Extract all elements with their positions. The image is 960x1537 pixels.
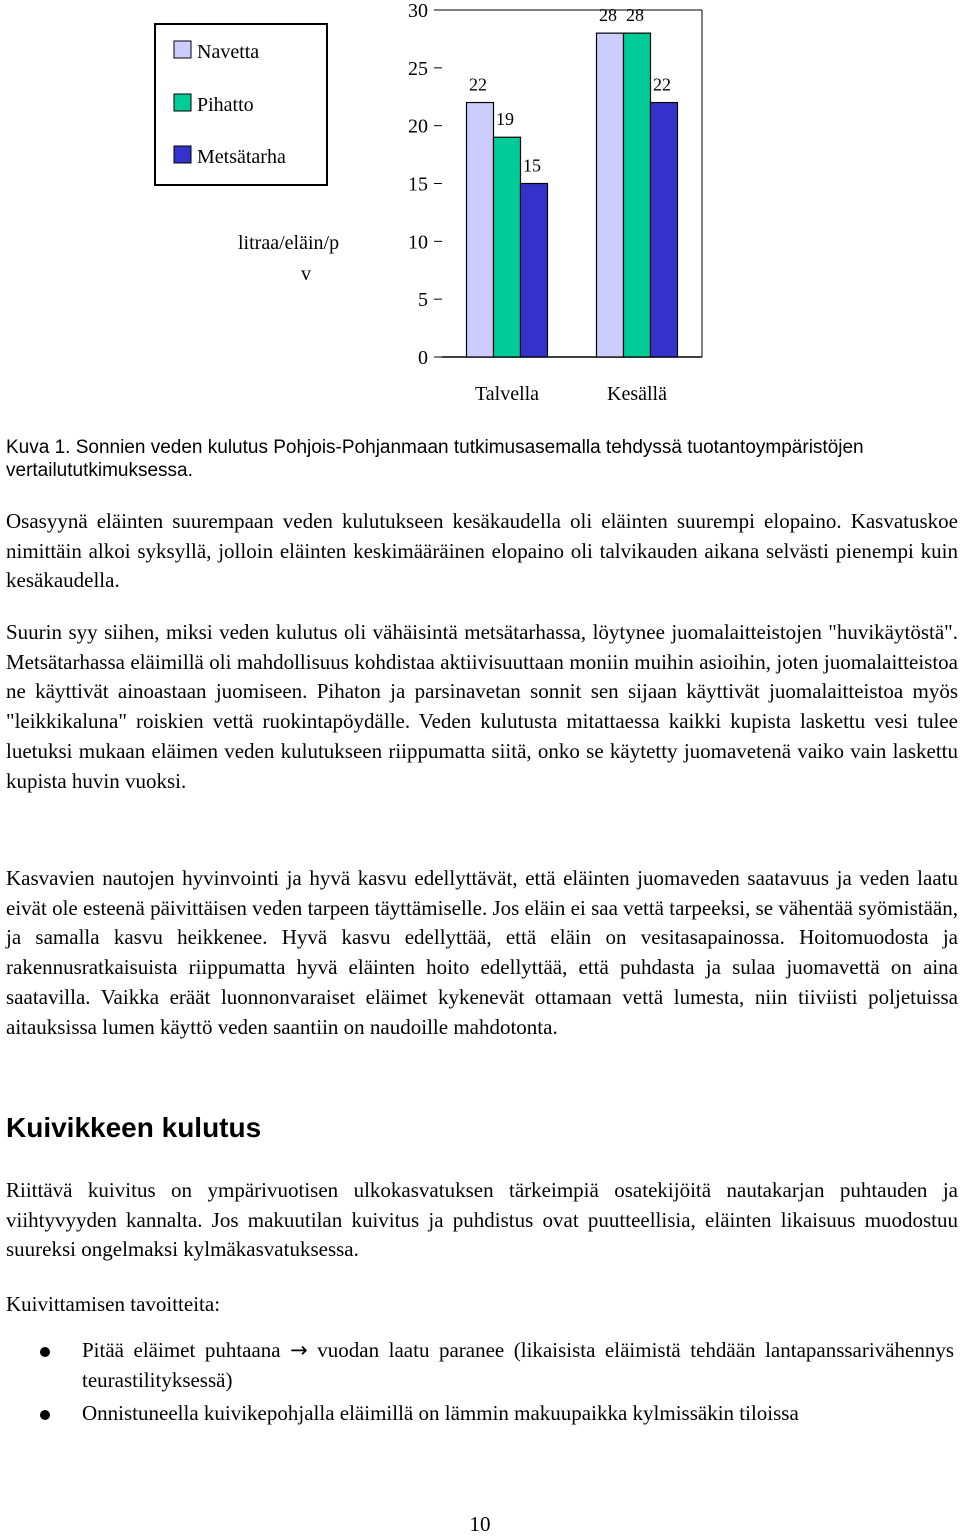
x-category-label: Talvella	[474, 383, 540, 405]
bullet-item-2	[0, 1399, 954, 1429]
y-axis-label-line-1: litraa/eläin/p	[238, 232, 340, 254]
paragraph-elopaino: Osasyynä eläinten suurempaan veden kulutukseen kesäkaudella oli eläinten suurempi elopaino. Kasvatuskoe nimittäin alkoi syksyllä, jolloin eläinten keskimääräinen elopaino oli talvikauden aikana selvästi pienempi kuin kesäkaudella.	[6, 509, 958, 593]
y-tick-label: 30	[408, 0, 428, 22]
paragraph-tavoitteet: Kuivittamisen tavoitteita:	[6, 1292, 221, 1316]
y-tick-label: 0	[418, 347, 428, 369]
legend-label-pihatto: Pihatto	[197, 94, 254, 116]
bar-chart	[0, 0, 960, 420]
bar-1-1	[624, 33, 651, 357]
data-label: 15	[523, 155, 541, 176]
bar-0-1	[494, 137, 521, 357]
paragraph-huvikaytto: Suurin syy siihen, miksi veden kulutus oli vähäisintä metsätarhassa, löytynee juomalaitteistojen "huvikäytöstä". Metsätarhassa eläimillä oli mahdollisuus kohdistaa aktiivisuuttaan moniin muihin asioihin, joten juomalaitteistoa ne käyttivät ainoastaan juomiseen. Pihaton ja parsinavetan sonnit sen sijaan käyttivät juomalaitteistoa myös "leikkikaluna" roiskien vettä ruokintapöydälle. Veden kulutusta mitattaessa kaikki kupista laskettu vesi tulee luetuksi mukaan eläimen veden kulutukseen riippumatta siitä, onko se käytetty juomavetenä vaiko vain laskettu kupista huvin vuoksi.	[6, 620, 958, 793]
bullet-item-1	[0, 1336, 954, 1395]
plot-area	[408, 0, 702, 405]
data-label: 22	[653, 74, 671, 95]
y-tick-label: 15	[408, 173, 428, 196]
arrow-right-icon: →	[290, 1338, 308, 1362]
data-label: 28	[626, 5, 644, 26]
y-tick-label: 25	[408, 57, 428, 80]
y-tick-label: 5	[418, 289, 428, 312]
paragraph-kuivitus: Riittävä kuivitus on ympärivuotisen ulkokasvatuksen tärkeimpiä osatekijöitä nautakarjan puhtauden ja viihtyvyyden kannalta. Jos makuutilan kuivitus ja puhdistus ovat puutteellisia, eläinten likaisuus muodostuu suureksi ongelmaksi kylmäkasvatuksessa.	[6, 1178, 958, 1262]
bullet-2-text: Onnistuneella kuivikepohjalla eläimillä on lämmin makuupaikka kylmissäkin tiloissa	[82, 1401, 799, 1426]
bullet-1-text-start: Pitää eläimet puhtaana	[82, 1338, 281, 1362]
bar-0-0	[467, 103, 494, 357]
bullet-list	[0, 1336, 960, 1433]
x-category-label: Kesällä	[607, 383, 667, 405]
figure-caption: Kuva 1. Sonnien veden kulutus Pohjois-Pohjanmaan tutkimusasemalla tehdyssä tuotantoympäristöjen vertailututkimuksessa.	[6, 437, 864, 481]
legend	[155, 24, 327, 185]
bullet-1-text-end: vuodan laatu paranee (likaisista eläimistä tehdään lantapanssarivähennys teurastilityksessä)	[82, 1338, 955, 1392]
y-axis-label-line-2: v	[301, 263, 311, 285]
legend-swatch-navetta	[174, 41, 191, 58]
data-label: 19	[496, 109, 514, 130]
bar-1-2	[651, 103, 678, 357]
data-label: 28	[599, 5, 617, 26]
legend-label-metsatarha: Metsätarha	[197, 146, 286, 168]
bullet-dot-icon	[40, 1410, 50, 1420]
page-number: 10	[469, 1512, 491, 1536]
legend-swatch-pihatto	[174, 94, 191, 111]
bullet-dot-icon	[40, 1347, 50, 1357]
bar-1-0	[597, 33, 624, 357]
data-label: 22	[469, 74, 487, 95]
section-heading: Kuivikkeen kulutus	[6, 1112, 262, 1143]
bar-0-2	[521, 184, 548, 358]
y-tick-label: 20	[408, 115, 428, 138]
legend-swatch-metsatarha	[174, 146, 191, 163]
paragraph-hyvinvointi: Kasvavien nautojen hyvinvointi ja hyvä kasvu edellyttävät, että eläinten juomaveden saatavuus ja veden laatu eivät ole esteenä päivittäisen veden tarpeen täyttämiselle. Jos eläin ei saa vettä tarpeeksi, se vähentää syömistään, ja samalla kasvu heikkenee. Hyvä kasvu edellyttää, että eläin on vesitasapainossa. Hoitomuodosta ja rakennusratkaisuista riippumatta hyvä eläinten hoito edellyttää, että puhdasta ja sulaa juomavettä on aina saatavilla. Vaikka eräät luonnonvaraiset eläimet kykenevät ottamaan vettä lumesta, niin tiiviisti poljetuissa aitauksissa lumen käyttö veden saantiin on naudoille mahdotonta.	[6, 866, 958, 1039]
legend-label-navetta: Navetta	[197, 41, 260, 63]
y-tick-label: 10	[408, 231, 428, 254]
